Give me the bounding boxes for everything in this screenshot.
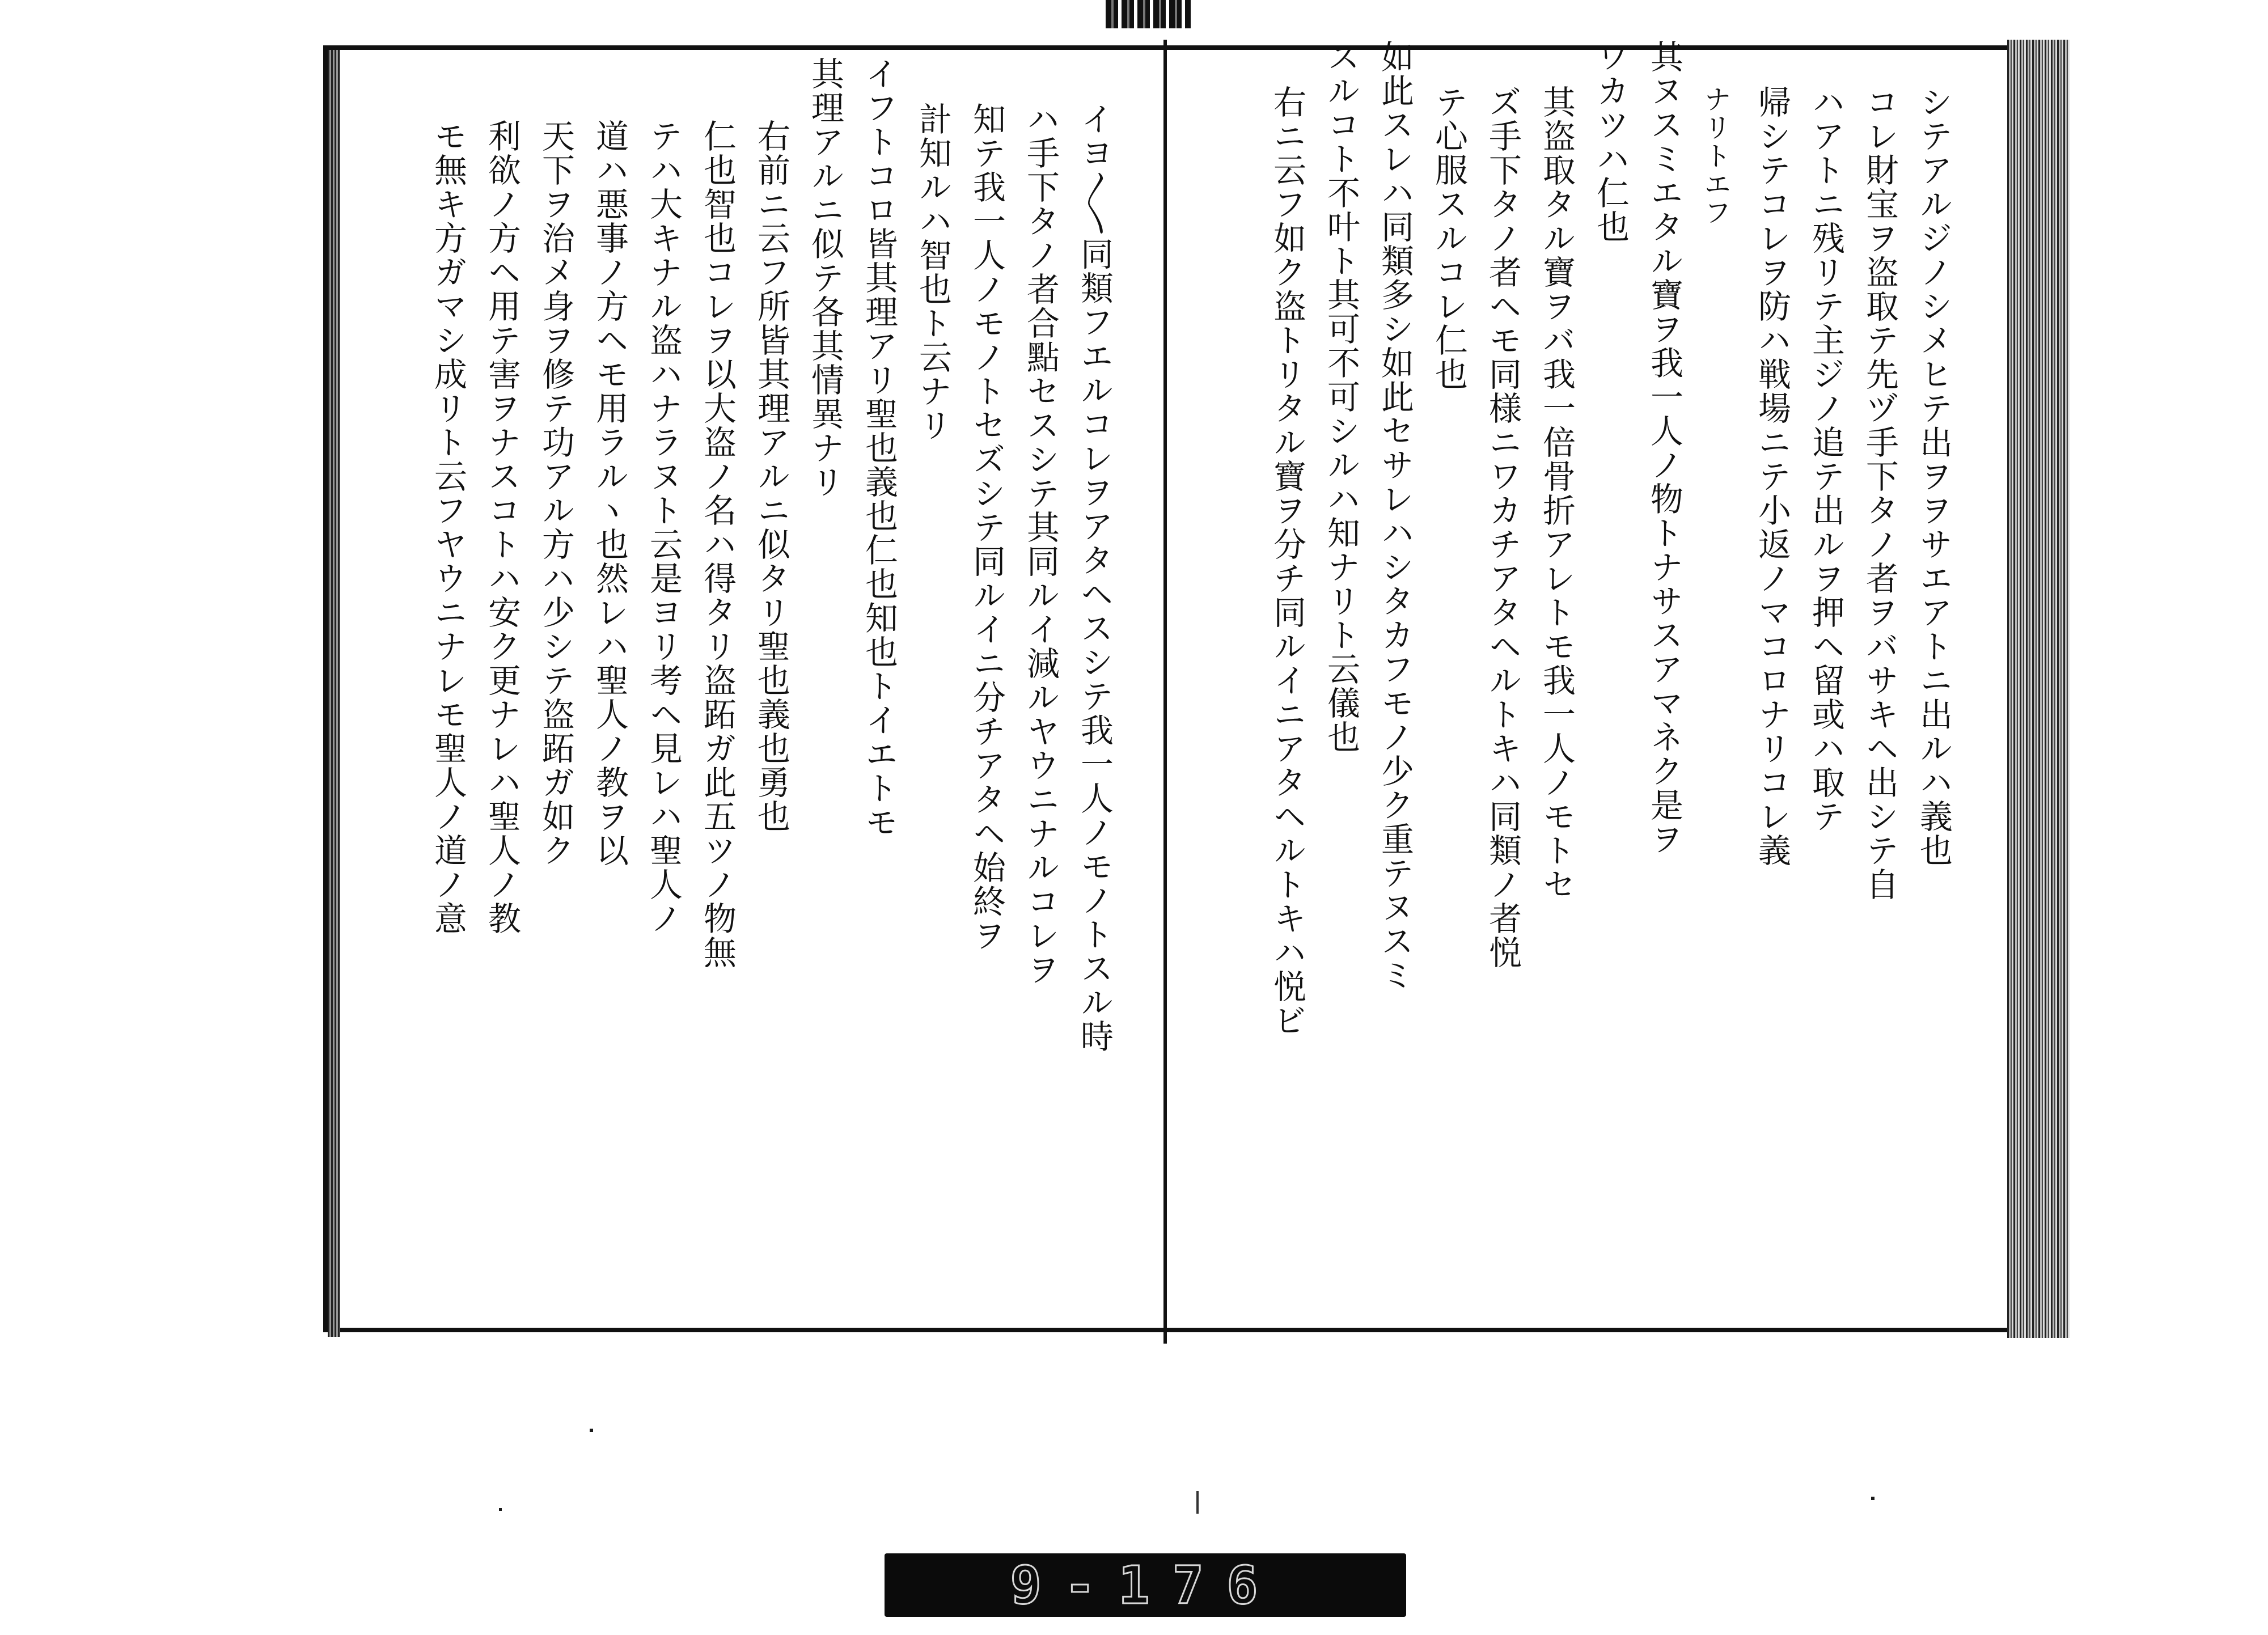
scan-speck <box>590 1429 593 1432</box>
text-column: 天下ヲ治メ身ヲ修テ功アル方ハ少シテ盗跖ガ如ク <box>536 119 575 867</box>
catalog-number-label <box>885 1553 1406 1617</box>
text-column: 利欲ノ方ヘ用テ害ヲナスコトハ安ク更ナレハ聖人ノ教 <box>483 119 521 935</box>
text-column: スルコト不叶ト其可不可シルハ知ナリト云儀也 <box>1322 40 1360 754</box>
left-page-text <box>386 57 1114 1219</box>
scan-speck <box>499 1508 502 1511</box>
scan-speck <box>1871 1497 1875 1500</box>
right-page-edges <box>2007 40 2070 1338</box>
left-page-edges <box>328 50 340 1337</box>
text-column: 計知ルハ智也ト云ナリ <box>913 102 952 442</box>
text-column: テハ大キナル盗ハナラヌト云是ヨリ考ヘ見レハ聖人ノ <box>644 119 683 935</box>
text-column: モ無キ方ガマシ成リト云フヤウニナレモ聖人ノ道ノ意 <box>429 119 467 935</box>
text-column: イヨ〳〵同類フエルコレヲアタヘスシテ我一人ノモノトスル時 <box>1075 102 1114 1053</box>
text-column: イフトコロ皆其理アリ聖也義也仁也知也トイエトモ <box>860 57 898 839</box>
text-column: 其理アルニ似テ各其情異ナリ <box>806 57 844 499</box>
text-column: 知テ我一人ノモノトセズシテ同ルイニ分チアタヘ始終ヲ <box>967 102 1006 952</box>
text-column: 右ニ云フ如ク盗トリタル寶ヲ分チ同ルイニアタヘルトキハ悦ビ <box>1268 85 1306 1037</box>
text-column: 右前ニ云フ所皆其理アルニ似タリ聖也義也勇也 <box>752 119 790 833</box>
text-column: ハアトニ残リテ主ジノ追テ出ルヲ押ヘ留或ハ取テ <box>1806 85 1845 833</box>
spine-tab <box>1106 0 1191 28</box>
book-spine <box>1163 40 1167 1344</box>
text-column: 道ハ悪事ノ方ヘモ用ラルヽ也然レハ聖人ノ教ヲ以 <box>590 119 629 867</box>
text-column: 仁也智也コレヲ以大盗ノ名ハ得タリ盗跖ガ此五ツノ物無 <box>698 119 737 969</box>
catalog-number: 9-176 <box>1010 1554 1281 1616</box>
text-column: ズ手下タノ者ヘモ同様ニワカチアタヘルトキハ同類ノ者悦 <box>1483 85 1522 969</box>
right-page-text <box>1213 40 1953 1219</box>
text-column: 如此スレハ同類多シ如此セサレハシタカフモノ少ク重テヌスミ <box>1376 40 1414 992</box>
text-column: 其ヌスミエタル寶ヲ我一人ノ物トナサスアマネク是ヲ <box>1645 40 1683 856</box>
text-column: ハ手下タノ者合點セスシテ其同ルイ減ルヤウニナルコレヲ <box>1021 102 1060 986</box>
scan-mark <box>1196 1491 1199 1514</box>
text-column: ワカツハ仁也 <box>1591 40 1630 244</box>
text-column: 帰シテコレヲ防ハ戦場ニテ小返ノマコロナリコレ義 <box>1753 85 1791 867</box>
text-column: 其盗取タル寶ヲバ我一倍骨折アレトモ我一人ノモトセ <box>1537 85 1576 901</box>
text-column: シテアルジノシメヒテ出ヲヲサエアトニ出ルハ義也 <box>1914 85 1953 867</box>
text-column: テ心服スルコレ仁也 <box>1429 85 1468 391</box>
text-column: コレ財宝ヲ盗取テ先ヅ手下タノ者ヲバサキヘ出シテ自 <box>1860 85 1899 901</box>
text-column: ナリトエフ <box>1699 85 1731 227</box>
